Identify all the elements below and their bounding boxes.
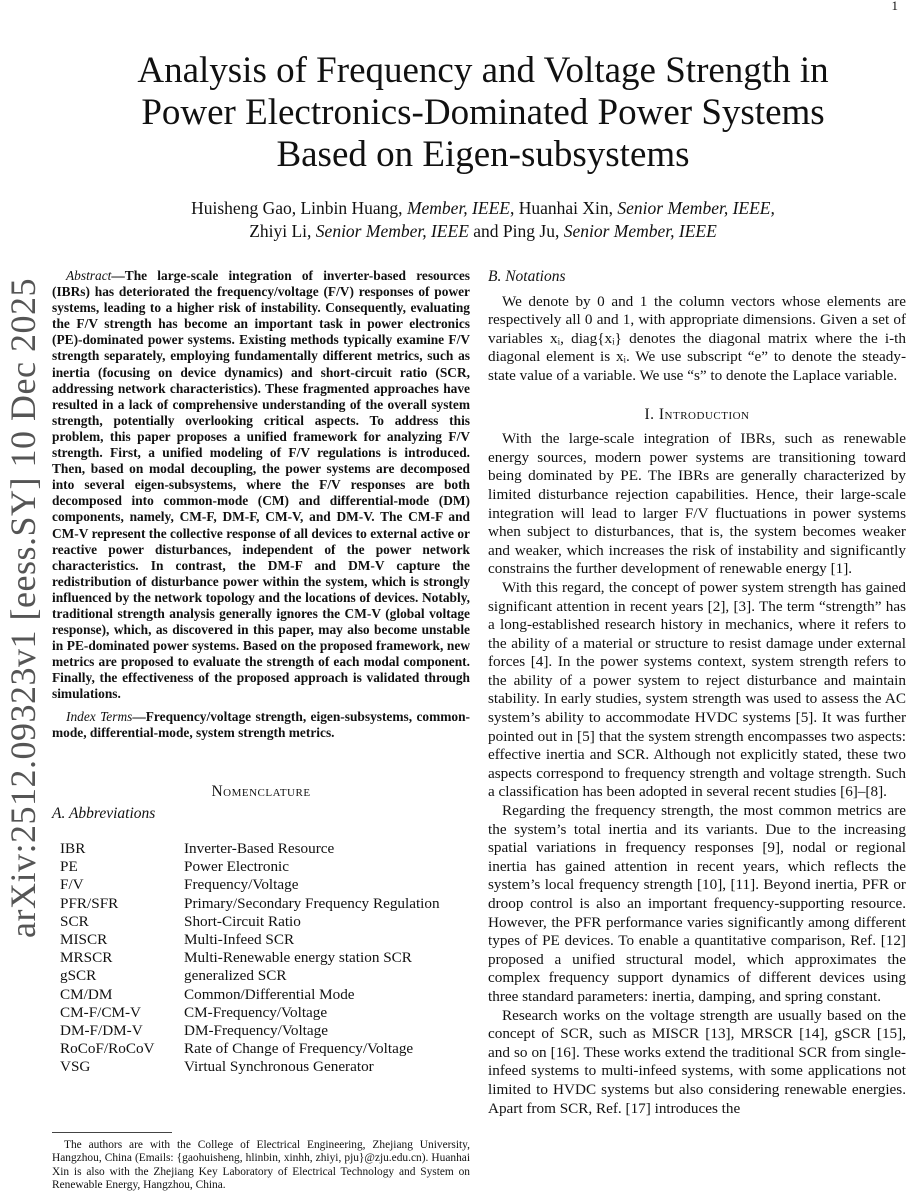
abbreviation-row: [60, 1058, 440, 1076]
abbreviation-meaning: Multi-Infeed SCR: [184, 930, 295, 948]
abbreviation-term: IBR: [60, 839, 86, 857]
abbreviation-row: [60, 895, 440, 913]
footnote: The authors are with the College of Electrical Engineering, Zhejiang University, Hangzhou, China (Emails: {gaohuisheng, hlinbin, xinhh, zhiyi, pju}@zju.edu.cn). Huanhai Xin is also with the Zhejiang Key Laboratory of Electrical Technology and System on Renewable Energy, Hangzhou, China.: [52, 1139, 470, 1192]
nomenclature-heading: Nomenclature: [211, 782, 311, 800]
abbreviation-term: F/V: [60, 876, 84, 894]
abbreviation-term: RoCoF/RoCoV: [60, 1040, 155, 1058]
abbreviation-row: [60, 876, 440, 894]
abbreviation-row: [60, 949, 440, 967]
intro-paragraph: With the large-scale integration of IBRs, such as renewable energy sources, modern power systems are transitioning toward being dominated by PE. The IBRs are generally characterized by limited disturbance rejection capabilities. Hence, their large-scale integration will lead to larger F/V fluctuations in power systems when subject to disturbances, that is, the system becomes weaker and weaker, which increases the risk of instability and significantly constrains the further development of renewable energy [1].: [488, 430, 906, 578]
abstract: [52, 268, 470, 703]
abbreviation-meaning: Inverter-Based Resource: [184, 839, 335, 857]
left-column: [52, 268, 470, 1077]
abbreviations-subheading: A. Abbreviations: [52, 805, 156, 823]
page-number: 1: [891, 0, 898, 13]
authors-text: Zhiyi Li,: [249, 221, 316, 241]
authors-text: , Huanhai Xin,: [509, 198, 618, 218]
abbreviation-meaning: Common/Differential Mode: [184, 985, 355, 1003]
abbreviation-term: MISCR: [60, 930, 108, 948]
intro-paragraph: With this regard, the concept of power system strength has gained significant attention in recent years [2], [3]. The term “strength” has a long-established research history in mechanics, where it refers to the ability of a material or structure to resist damage under external forces [4]. In the power systems context, system strength refers to the ability of a power system to reject disturbance and maintain stability. In early studies, system strength was used to assess the AC system’s ability to accommodate HVDC systems [5]. It was further pointed out in [5] that the system strength encompasses two aspects: effective inertia and SCR. Although not explicitly stated, these two aspects correspond to frequency strength and voltage strength. Such a classification has been adopted in several recent studies [6]–[8].: [488, 578, 906, 801]
abbreviation-term: MRSCR: [60, 949, 113, 967]
authors-text: Huisheng Gao, Linbin Huang,: [191, 198, 407, 218]
abbreviation-term: CM/DM: [60, 985, 113, 1003]
abbreviation-meaning: Frequency/Voltage: [184, 876, 299, 894]
abbreviation-meaning: Short-Circuit Ratio: [184, 912, 301, 930]
index-terms-text: —Frequency/voltage strength, eigen-subsystems, common-mode, differential-mode, system strength metrics.: [52, 708, 470, 740]
title-line: Based on Eigen-subsystems: [276, 134, 690, 175]
abbreviations-table: [60, 840, 440, 1077]
index-terms: [52, 709, 470, 741]
abbreviation-meaning: CM-Frequency/Voltage: [184, 1003, 328, 1021]
abbreviation-row: [60, 986, 440, 1004]
authors-text: and Ping Ju,: [468, 221, 564, 241]
abbreviation-meaning: Virtual Synchronous Generator: [184, 1058, 374, 1076]
abbreviation-meaning: Multi-Renewable energy station SCR: [184, 949, 412, 967]
paper-title: [60, 50, 906, 176]
abbreviation-meaning: Primary/Secondary Frequency Regulation: [184, 894, 440, 912]
abbreviation-row: [60, 1040, 440, 1058]
abbreviation-term: SCR: [60, 912, 89, 930]
author-list: [60, 197, 906, 243]
abbreviation-term: PFR/SFR: [60, 894, 119, 912]
introduction-heading: I. Introduction: [644, 405, 750, 423]
right-column: [488, 268, 906, 1118]
title-line: Power Electronics-Dominated Power Systems: [141, 92, 825, 133]
abbreviation-row: [60, 840, 440, 858]
abstract-text: —The large-scale integration of inverter-based resources (IBRs) has deteriorated the frequency/voltage (F/V) responses of power systems, leading to a higher risk of instability. Consequently, evaluating the F/V strength has become an important task in power electronics (PE)-dominated power systems. Existing methods typically examine F/V strength separately, employing fundamentally different metrics, such as inertia (focusing on device dynamics) and short-circuit ratio (SCR, addressing network characteristics). These fragmented approaches have resulted in a lack of comprehensive understanding of the overall system strength, potentially overlooking critical aspects. To address this problem, this paper proposes a unified framework for analyzing F/V strength. First, a unified modeling of F/V regulations is introduced. Then, based on modal decoupling, the power systems are decomposed into several eigen-subsystems, where the F/V responses are both decomposed into common-mode (CM) and differential-mode (DM) components, namely, CM-F, DM-F, CM-V, and DM-V. The CM-F and CM-V represent the collective response of all devices to external active or reactive power disturbances, independent of the power network characteristics. In contrast, the DM-F and DM-V capture the redistribution of disturbance power within the system, which is strongly influenced by the network topology and the locations of devices. Notably, traditional strength analysis generally ignores the CM-V (global voltage response), which, as discovered in this paper, may also become unstable in PE-dominated power systems. Based on the proposed framework, new metrics are proposed to evaluate the strength of each modal component. Finally, the effectiveness of the proposed approach is validated through simulations.: [52, 268, 470, 702]
author-role: Member, IEEE: [406, 198, 510, 218]
abbreviation-row: [60, 967, 440, 985]
abbreviation-row: [60, 858, 440, 876]
abbreviation-meaning: DM-Frequency/Voltage: [184, 1021, 328, 1039]
author-role: Senior Member, IEEE: [563, 221, 717, 241]
abbreviation-term: DM-F/DM-V: [60, 1021, 143, 1039]
abbreviation-term: PE: [60, 858, 78, 876]
author-role: Senior Member, IEEE,: [617, 198, 775, 218]
abbreviation-row: [60, 1022, 440, 1040]
abbreviation-row: [60, 931, 440, 949]
footnote-rule: [52, 1132, 172, 1133]
abbreviation-term: gSCR: [60, 967, 97, 985]
abbreviation-meaning: Power Electronic: [184, 858, 290, 876]
intro-paragraph: Regarding the frequency strength, the most common metrics are the system’s total inertia and its variants. Due to the increasing spatial variations in frequency responses [9], nodal or regional inertia has gained attention in recent years, which reflects the system’s local frequency strength [10], [11]. Beyond inertia, PFR or droop control is also an important frequency-supporting resource. However, the PFR performance varies significantly among different types of PE devices. To enable a quantitative comparison, Ref. [12] proposed a unified structural model, which approximates the complex frequency support dynamics of different devices using three standard parameters: inertia, damping, and spring constant.: [488, 802, 906, 1005]
author-role: Senior Member, IEEE: [315, 221, 469, 241]
abbreviation-row: [60, 1004, 440, 1022]
abbreviation-row: [60, 913, 440, 931]
abbreviation-term: VSG: [60, 1058, 91, 1076]
abbreviation-meaning: Rate of Change of Frequency/Voltage: [184, 1040, 414, 1058]
intro-paragraph: Research works on the voltage strength are usually based on the concept of SCR, such as MISCR [13], MRSCR [14], gSCR [15], and so on [16]. These works extend the traditional SCR from single-infeed systems to multi-infeed systems, with some applications not limited to HVDC systems but also considering renewable energies. Apart from SCR, Ref. [17] introduces the: [488, 1006, 906, 1117]
notations-text: We denote by 0 and 1 the column vectors whose elements are respectively all 0 and 1, with appropriate dimensions. Given a set of variables xᵢ, diag{xᵢ} denotes the diagonal matrix where the i-th diagonal element is xᵢ. We use subscript “e” to denote the steady-state value of a variable. We use “s” to denote the Laplace variable.: [488, 292, 906, 384]
notations-subheading: B. Notations: [488, 268, 566, 285]
abbreviation-term: CM-F/CM-V: [60, 1003, 142, 1021]
abstract-label: Abstract: [66, 268, 112, 283]
abbreviation-meaning: generalized SCR: [184, 967, 287, 985]
index-terms-label: Index Terms: [66, 708, 133, 724]
arxiv-stamp: arXiv:2512.09323v1 [eess.SY] 10 Dec 2025: [3, 278, 43, 938]
title-line: Analysis of Frequency and Voltage Strength in: [137, 50, 829, 91]
